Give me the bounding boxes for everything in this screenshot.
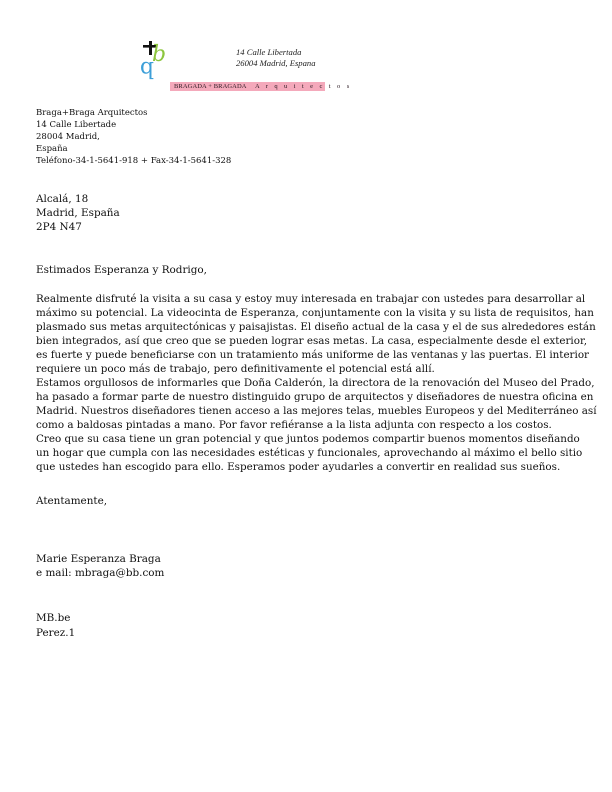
signature-name: Marie Esperanza Braga (36, 553, 161, 565)
body-line: Madrid. Nuestros diseñadores tienen acceso a las mejores telas, muebles Europeos y del Mediterráneo así (36, 405, 597, 417)
signature-block (36, 552, 164, 580)
body-line: Estamos orgullosos de informarles que Doña Calderón, la directora de la renovación del Museo del Prado, (36, 377, 595, 389)
recipient-line: Madrid, España (36, 207, 120, 219)
body-line: Realmente disfruté la visita a su casa y estoy muy interesada en trabajar con ustedes para desarrollar al (36, 293, 586, 305)
body-line: que ustedes han escogido para ello. Esperamos poder ayudarles a convertir en realidad sus sueños. (36, 461, 561, 473)
logo-letter-b-green: b (152, 42, 167, 67)
sender-line: 28004 Madrid, (36, 132, 100, 142)
reference-line: MB.be (36, 612, 71, 624)
closing: Atentamente, (36, 495, 108, 507)
sender-line: 14 Calle Libertade (36, 120, 117, 130)
brand-bar (170, 82, 352, 91)
body-line: Creo que su casa tiene un gran potencial y que juntos podemos compartir buenos momentos diseñando (36, 433, 580, 445)
letterhead-address-line: 26004 Madrid, Espana (236, 58, 316, 68)
body-line: un hogar que cumpla con las necesidades estéticas y funcionales, aprovechando al máximo el bello sitio (36, 447, 583, 459)
recipient-line: Alcalá, 18 (36, 193, 89, 205)
body-line: máximo su potencial. La videocinta de Esperanza, conjuntamente con la visita y su lista de requisitos, han (36, 307, 594, 319)
signature-email: e mail: mbraga@bb.com (36, 567, 165, 579)
reference-initials (36, 611, 75, 641)
bb-logo (139, 41, 171, 81)
brand-tagline: A r q u i t e c t o s (255, 83, 352, 90)
recipient-address-block (36, 192, 120, 234)
letterhead (0, 0, 612, 100)
sender-phone-fax: Teléfono-34-1-5641-918 + Fax-34-1-5641-328 (36, 156, 232, 166)
body-line: como a baldosas pintadas a mano. Por favor refiéranse a la lista adjunta con respecto a los costos. (36, 419, 552, 431)
recipient-line: 2P4 N47 (36, 221, 82, 233)
logo-letter-b-blue: b (139, 56, 154, 81)
salutation: Estimados Esperanza y Rodrigo, (36, 264, 207, 276)
letterhead-address (236, 47, 316, 69)
letter-body (36, 292, 597, 474)
reference-line: Perez.1 (36, 627, 76, 639)
brand-name: BRAGADA + BRAGADA (174, 83, 247, 90)
sender-address-block (36, 107, 231, 167)
body-line: plasmado sus metas arquitectónicas y paisajistas. El diseño actual de la casa y el de sus alrededores están (36, 321, 596, 333)
body-line: es fuerte y puede beneficiarse con un tratamiento más uniforme de las ventanas y las puertas. El interior (36, 349, 589, 361)
body-line: bien integrados, así que creo que se pueden lograr esas metas. La casa, especialmente desde el exterior, (36, 335, 588, 347)
body-line: requiere un poco más de trabajo, pero definitivamente el potencial está allí. (36, 363, 435, 375)
sender-line: Braga+Braga Arquitectos (36, 108, 148, 118)
body-line: ha pasado a formar parte de nuestro distinguido grupo de arquitectos y diseñadores de nuestra oficina en (36, 391, 594, 403)
sender-line: España (36, 144, 68, 154)
letterhead-address-line: 14 Calle Libertada (236, 47, 302, 57)
